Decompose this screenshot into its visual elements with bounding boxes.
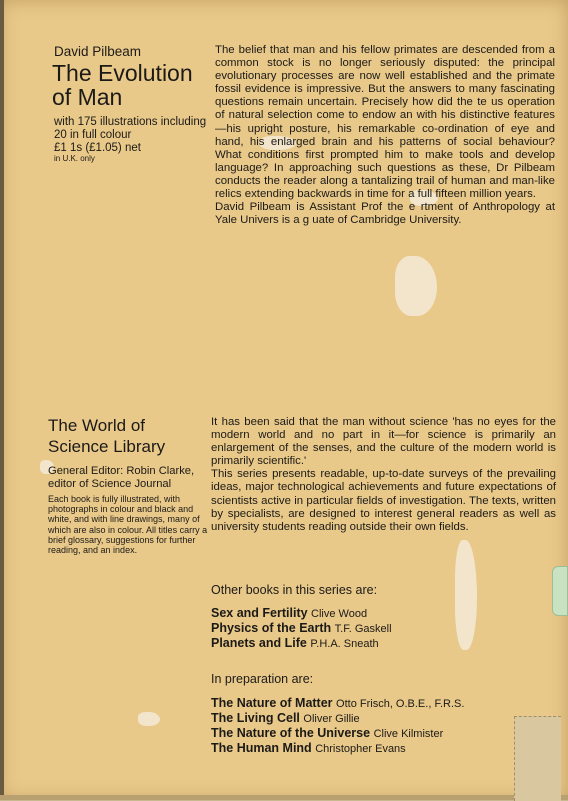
book-list-author: T.F. Gaskell xyxy=(334,623,392,635)
book-description: The belief that man and his fellow primates are descended from a common stock is no longer seriously disputed: the principal evolutionary processes are now well established and the primate fossil evidence is impressive. But the answers to many fascinating questions remain uncertain. Precisely how did the te us operation of natural selection come to endow an with his distinctive features—his upright posture, his remarkable co-ordination of eye and hand, his enlarged brain and his patterns of social behaviour? What conditions first prompted him to make tools and develop language? In approaching such questions as these, Dr Pilbeam conducts the reader along a tantalizing trail of human and man-like relics extending backwards in time for a full fifteen million years. xyxy=(215,44,555,201)
book-list-author: Clive Kilmister xyxy=(373,728,444,740)
book-list-title: The Nature of Matter xyxy=(211,696,333,710)
book-list-title: Physics of the Earth xyxy=(211,621,332,635)
price-text: £1 1s (£1.05) net xyxy=(54,142,141,154)
book-list-author: P.H.A. Sneath xyxy=(310,638,379,650)
book-author: David Pilbeam xyxy=(54,44,142,59)
book-description-block xyxy=(215,44,555,227)
author-bio: David Pilbeam is Assistant Prof the e rtment of Anthropology at Yale Univers is a g uate of Cambridge University. xyxy=(215,201,555,227)
in-preparation-heading: In preparation are: xyxy=(211,672,314,686)
paper-wear-mark xyxy=(138,712,160,726)
illustrations-text: with 175 illustrations including 20 in full colour xyxy=(54,116,207,141)
list-item xyxy=(211,741,406,755)
paper-wear-mark xyxy=(395,256,437,316)
book-list-title: Sex and Fertility xyxy=(211,606,308,620)
library-label-remnant xyxy=(514,716,561,801)
bottom-edge xyxy=(0,795,568,800)
series-about: This series presents readable, up-to-date surveys of the prevailing ideas, major technological achievements and future expectations of scientists active in particular fields of investigation. The texts, written by specialists, are designed to interest general readers as well as university students reading outside their own fields. xyxy=(211,468,556,533)
list-item xyxy=(211,636,379,650)
book-list-title: The Living Cell xyxy=(211,711,300,725)
book-title: The Evolution of Man xyxy=(52,60,193,110)
list-item xyxy=(211,726,443,740)
series-details: Each book is fully illustrated, with photographs in colour and black and white, and with line drawings, many of which are also in colour. All titles carry a brief glossary, suggestions for further reading, and an index. xyxy=(48,494,208,556)
illustrations-note xyxy=(54,116,214,155)
series-title: The World of Science Library xyxy=(48,416,166,456)
book-list-author: Otto Frisch, O.B.E., F.R.S. xyxy=(336,698,465,710)
book-list-author: Oliver Gillie xyxy=(303,713,360,725)
list-item xyxy=(211,606,367,620)
paper-wear-mark xyxy=(455,540,477,650)
list-item xyxy=(211,711,360,725)
list-item xyxy=(211,621,392,635)
series-description-block xyxy=(211,416,556,534)
series-editor: General Editor: Robin Clarke, editor of Science Journal xyxy=(48,465,195,490)
spine-edge xyxy=(0,0,4,800)
book-list-title: The Nature of the Universe xyxy=(211,726,371,740)
region-note: in U.K. only xyxy=(54,154,95,163)
green-library-tab xyxy=(552,566,568,616)
book-list-author: Christopher Evans xyxy=(315,743,406,755)
other-books-heading: Other books in this series are: xyxy=(211,583,378,597)
book-list-title: Planets and Life xyxy=(211,636,307,650)
series-quote: It has been said that the man without science 'has no eyes for the modern world and no part in it—for science is primarily an enlargement of the senses, and the culture of the modern world is primarily scientific.' xyxy=(211,416,556,468)
list-item xyxy=(211,696,464,710)
book-list-author: Clive Wood xyxy=(311,608,368,620)
book-list-title: The Human Mind xyxy=(211,741,312,755)
